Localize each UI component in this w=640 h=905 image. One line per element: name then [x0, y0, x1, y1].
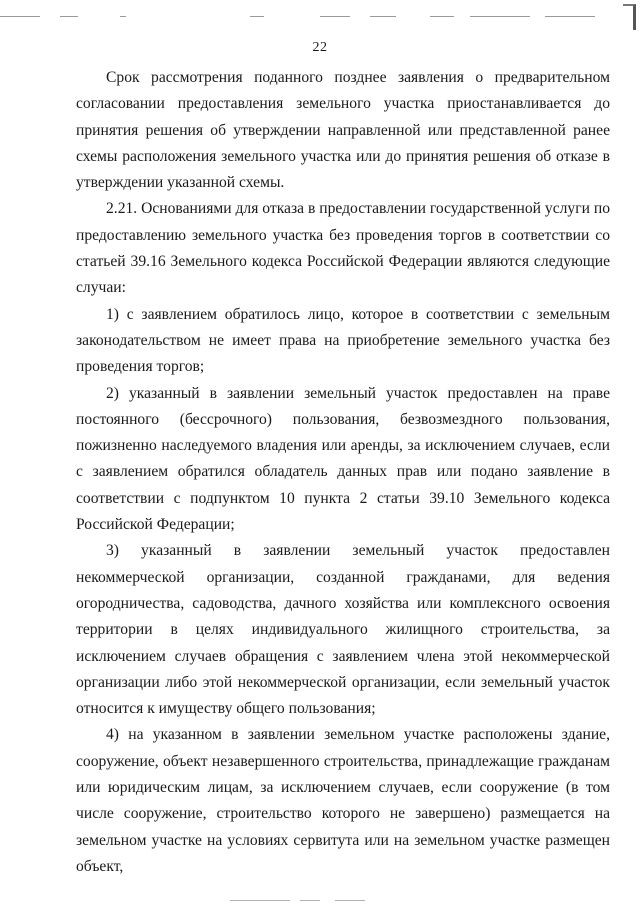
paragraph-review-period: Срок рассмотрения поданного позднее заявления о предварительном согласовании предоставления земельного участка приостанавливается до принятия решения об утверждении направленной или представленной ранее схемы расположения земельного участка или до принятия решения об отказе в утверждении указанной схемы.: [76, 69, 610, 192]
paragraph-item-1: 1) с заявлением обратилось лицо, которое в соответствии с земельным законодательством не имеет права на приобретение земельного участка без проведения торгов;: [76, 305, 610, 376]
page-number: 22: [312, 40, 328, 55]
scan-corner-artifact: [623, 4, 636, 30]
scan-top-artifact: [0, 0, 640, 28]
paragraph-2-21-grounds: 2.21. Основаниями для отказа в предоставлении государственной услуги по предоставлению земельного участка без проведения торгов в соответствии со статьей 39.16 Земельного кодекса Российской Федерации являются следующие случаи:: [76, 200, 610, 297]
document-body: [76, 65, 610, 880]
paragraph-item-3: 3) указанный в заявлении земельный участок предоставлен некоммерческой организации, созданной гражданами, для ведения огородничества, садоводства, дачного хозяйства или комплексного освоения территории в целях индивидуального жилищного строительства, за исключением случаев обращения с заявлением члена этой некоммерческой организации либо этой некоммерческой организации, если земельный участок относится к имуществу общего пользования;: [76, 542, 610, 718]
paragraph-item-2: 2) указанный в заявлении земельный участок предоставлен на праве постоянного (бессрочного) пользования, безвозмездного пользования, пожизненно наследуемого владения или аренды, за исключением случаев, если с заявлением обратился обладатель данных прав или подано заявление в соответствии с подпунктом 10 пункта 2 статьи 39.10 Земельного кодекса Российской Федерации;: [76, 384, 610, 534]
paragraph-item-4: 4) на указанном в заявлении земельном участке расположены здание, сооружение, объект незавершенного строительства, принадлежащие гражданам или юридическим лицам, за исключением случаев, если сооружение (в том числе сооружение, строительство которого не завершено) размещается на земельном участке на условиях сервитута или на земельном участке размещен объект,: [76, 726, 610, 875]
scan-bottom-artifact: [0, 900, 640, 903]
